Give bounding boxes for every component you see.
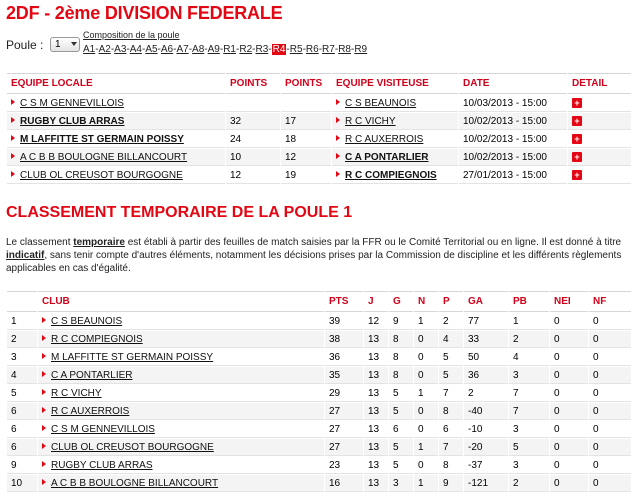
- cell-pb: 7: [509, 403, 549, 420]
- arrow-right-icon: [11, 99, 15, 105]
- header-rank: [7, 291, 37, 312]
- cell-p: 5: [439, 367, 463, 384]
- cell-j: 13: [364, 403, 388, 420]
- cell-club: [38, 385, 324, 402]
- poule-link-a8[interactable]: A8: [192, 44, 205, 55]
- poule-separator: -: [157, 44, 161, 55]
- match-date: 10/02/2013 - 15:00: [459, 113, 567, 130]
- cell-n: 0: [414, 403, 438, 420]
- points-home: 32: [226, 113, 280, 130]
- cell-p: 7: [439, 385, 463, 402]
- cell-nei: 0: [550, 475, 588, 492]
- cell-p: 7: [439, 439, 463, 456]
- arrow-right-icon: [336, 153, 340, 159]
- cell-g: 5: [389, 439, 413, 456]
- poule-link-a6[interactable]: A6: [160, 44, 174, 55]
- detail-plus-button[interactable]: +: [572, 116, 582, 126]
- arrow-right-icon: [11, 171, 15, 177]
- cell-n: 0: [414, 331, 438, 348]
- arrow-right-icon: [42, 317, 46, 323]
- detail-plus-button[interactable]: +: [572, 152, 582, 162]
- cell-p: 6: [439, 421, 463, 438]
- home-team-link[interactable]: CLUB OL CREUSOT BOURGOGNE: [20, 169, 183, 181]
- cell-rank: 6: [7, 421, 37, 438]
- match-row: [7, 149, 631, 166]
- cell-club: [38, 421, 324, 438]
- points-away: 17: [281, 113, 331, 130]
- poule-separator: -: [286, 44, 290, 55]
- cell-n: 1: [414, 439, 438, 456]
- cell-pts: 35: [325, 367, 363, 384]
- cell-j: 13: [364, 349, 388, 366]
- detail-cell: [568, 113, 631, 130]
- cell-club: [38, 331, 324, 348]
- cell-ga: 36: [464, 367, 508, 384]
- cell-nf: 0: [589, 457, 631, 474]
- away-team-link[interactable]: R C AUXERROIS: [345, 133, 424, 145]
- cell-g: 8: [389, 331, 413, 348]
- standings-header-row: [7, 291, 631, 312]
- cell-pb: 2: [509, 331, 549, 348]
- arrow-right-icon: [42, 389, 46, 395]
- cell-rank: 2: [7, 331, 37, 348]
- poule-link-a7[interactable]: A7: [176, 44, 189, 55]
- away-team-link[interactable]: C A PONTARLIER: [345, 151, 429, 163]
- cell-p: 8: [439, 457, 463, 474]
- standings-row: [7, 349, 631, 366]
- header-detail: DETAIL: [568, 73, 631, 94]
- poule-link-r5[interactable]: R5: [289, 44, 303, 55]
- arrow-right-icon: [336, 171, 340, 177]
- cell-p: 8: [439, 403, 463, 420]
- poule-separator: -: [219, 44, 224, 55]
- club-link[interactable]: R C VICHY: [51, 387, 102, 399]
- cell-nei: 0: [550, 313, 588, 330]
- cell-club: [38, 457, 324, 474]
- cell-nf: 0: [589, 439, 631, 456]
- cell-rank: 4: [7, 367, 37, 384]
- cell-ga: 2: [464, 385, 508, 402]
- club-link[interactable]: RUGBY CLUB ARRAS: [51, 459, 153, 471]
- cell-j: 13: [364, 457, 388, 474]
- match-date: 10/02/2013 - 15:00: [459, 131, 567, 148]
- cell-pb: 4: [509, 349, 549, 366]
- arrow-right-icon: [11, 117, 15, 123]
- detail-plus-button[interactable]: +: [572, 98, 582, 108]
- poule-links: [83, 44, 367, 55]
- home-team-cell: [7, 149, 225, 166]
- club-link[interactable]: R C COMPIEGNOIS: [51, 333, 143, 345]
- para-bold-temporaire: temporaire: [73, 237, 125, 248]
- cell-g: 5: [389, 385, 413, 402]
- cell-pts: 27: [325, 421, 363, 438]
- header-home: EQUIPE LOCALE: [7, 73, 225, 94]
- cell-nf: 0: [589, 385, 631, 402]
- header-date: DATE: [459, 73, 567, 94]
- detail-cell: [568, 149, 631, 166]
- arrow-right-icon: [42, 461, 46, 467]
- standings-row: [7, 367, 631, 384]
- poule-link-a3[interactable]: A3: [114, 44, 127, 55]
- matches-header-row: [7, 73, 631, 94]
- cell-ga: 77: [464, 313, 508, 330]
- standings-row: [7, 385, 631, 402]
- para-bold-indicatif: indicatif: [6, 250, 45, 261]
- cell-nei: 0: [550, 385, 588, 402]
- points-away: 19: [281, 167, 331, 184]
- cell-pb: 3: [509, 421, 549, 438]
- club-link[interactable]: C A PONTARLIER: [51, 369, 133, 381]
- cell-n: 0: [414, 367, 438, 384]
- home-team-link[interactable]: M LAFFITTE ST GERMAIN POISSY: [20, 133, 184, 145]
- cell-rank: 3: [7, 349, 37, 366]
- page-title: 2DF - 2ème DIVISION FEDERALE: [6, 3, 283, 23]
- para-text: est établi à partir des feuilles de match saisies par la FFR ou le Comité Territorial ou en ligne. Il est donné à titre: [124, 237, 622, 248]
- header-nei: NEI: [550, 291, 588, 312]
- cell-j: 13: [364, 439, 388, 456]
- away-team-cell: [332, 149, 458, 166]
- cell-pb: 7: [509, 385, 549, 402]
- cell-rank: 10: [7, 475, 37, 492]
- poule-separator: -: [334, 44, 339, 55]
- header-n: N: [414, 291, 438, 312]
- points-home: 12: [226, 167, 280, 184]
- cell-nf: 0: [589, 403, 631, 420]
- poule-separator: -: [204, 44, 208, 55]
- arrow-right-icon: [42, 425, 46, 431]
- club-link[interactable]: A C B B BOULOGNE BILLANCOURT: [51, 477, 219, 489]
- match-row: [7, 167, 631, 184]
- club-link[interactable]: M LAFFITTE ST GERMAIN POISSY: [51, 351, 214, 363]
- header-g: G: [389, 291, 413, 312]
- cell-pts: 39: [325, 313, 363, 330]
- club-link[interactable]: CLUB OL CREUSOT BOURGOGNE: [51, 441, 214, 453]
- cell-pts: 27: [325, 403, 363, 420]
- cell-j: 13: [364, 421, 388, 438]
- points-away: 12: [281, 149, 331, 166]
- cell-n: 1: [414, 475, 438, 492]
- arrow-right-icon: [11, 153, 15, 159]
- away-team-cell: [332, 95, 458, 112]
- poule-separator: -: [110, 44, 115, 55]
- cell-nei: 0: [550, 367, 588, 384]
- standings-row: [7, 439, 631, 456]
- arrow-right-icon: [336, 135, 340, 141]
- poule-link-a5[interactable]: A5: [145, 44, 158, 55]
- cell-pb: 5: [509, 439, 549, 456]
- poule-link-a4[interactable]: A4: [129, 44, 142, 55]
- header-points-home: POINTS: [226, 73, 280, 94]
- away-team-cell: [332, 131, 458, 148]
- cell-nei: 0: [550, 403, 588, 420]
- arrow-right-icon: [42, 443, 46, 449]
- classement-title: CLASSEMENT TEMPORAIRE DE LA POULE 1: [6, 204, 353, 221]
- poule-separator: -: [188, 44, 193, 55]
- cell-n: 1: [414, 385, 438, 402]
- cell-club: [38, 349, 324, 366]
- match-row: [7, 113, 631, 130]
- poule-separator: -: [173, 44, 177, 55]
- match-date: 27/01/2013 - 15:00: [459, 167, 567, 184]
- away-team-link[interactable]: R C COMPIEGNOIS: [345, 169, 437, 181]
- cell-rank: 5: [7, 385, 37, 402]
- arrow-right-icon: [336, 99, 340, 105]
- cell-ga: 50: [464, 349, 508, 366]
- cell-pb: 3: [509, 367, 549, 384]
- poule-selector-bar: [6, 29, 636, 59]
- cell-g: 8: [389, 367, 413, 384]
- header-club: CLUB: [38, 291, 324, 312]
- poule-link-a9[interactable]: A9: [207, 44, 220, 55]
- poule-separator: -: [302, 44, 306, 55]
- home-team-link[interactable]: RUGBY CLUB ARRAS: [20, 115, 125, 127]
- cell-g: 9: [389, 313, 413, 330]
- arrow-right-icon: [11, 135, 15, 141]
- cell-g: 3: [389, 475, 413, 492]
- detail-cell: [568, 167, 631, 184]
- standings-row: [7, 313, 631, 330]
- cell-nei: 0: [550, 421, 588, 438]
- cell-g: 8: [389, 349, 413, 366]
- cell-j: 12: [364, 313, 388, 330]
- detail-cell: [568, 131, 631, 148]
- poule-select-value: 1: [55, 39, 61, 50]
- poule-separator: -: [236, 44, 240, 55]
- standings-row: [7, 403, 631, 420]
- cell-nei: 0: [550, 457, 588, 474]
- cell-nf: 0: [589, 313, 631, 330]
- chevron-down-icon: [71, 42, 77, 46]
- cell-pts: 16: [325, 475, 363, 492]
- home-team-link[interactable]: A C B B BOULOGNE BILLANCOURT: [20, 151, 188, 163]
- poule-link-a2[interactable]: A2: [98, 44, 111, 55]
- composition-link[interactable]: Composition de la poule: [83, 30, 180, 40]
- cell-nf: 0: [589, 349, 631, 366]
- cell-pts: 23: [325, 457, 363, 474]
- cell-j: 13: [364, 367, 388, 384]
- cell-g: 6: [389, 421, 413, 438]
- cell-n: 0: [414, 349, 438, 366]
- cell-n: 0: [414, 457, 438, 474]
- points-home: 24: [226, 131, 280, 148]
- poule-link-r4[interactable]: R4: [272, 44, 286, 55]
- poule-separator: -: [318, 44, 323, 55]
- points-away: [281, 95, 331, 112]
- cell-j: 13: [364, 331, 388, 348]
- arrow-right-icon: [42, 335, 46, 341]
- home-team-cell: [7, 131, 225, 148]
- detail-plus-button[interactable]: +: [572, 134, 582, 144]
- poule-link-r7[interactable]: R7: [322, 44, 335, 55]
- away-team-link[interactable]: C S BEAUNOIS: [345, 97, 417, 109]
- cell-pts: 27: [325, 439, 363, 456]
- home-team-cell: [7, 113, 225, 130]
- cell-ga: -20: [464, 439, 508, 456]
- header-pb: PB: [509, 291, 549, 312]
- poule-link-r6[interactable]: R6: [305, 44, 319, 55]
- cell-pts: 29: [325, 385, 363, 402]
- standings-row: [7, 457, 631, 474]
- cell-nf: 0: [589, 367, 631, 384]
- poule-separator: -: [252, 44, 256, 55]
- poule-link-r9[interactable]: R9: [354, 44, 368, 55]
- home-team-link[interactable]: C S M GENNEVILLOIS: [20, 97, 124, 109]
- club-link[interactable]: C S M GENNEVILLOIS: [51, 423, 155, 435]
- cell-pts: 38: [325, 331, 363, 348]
- poule-link-r3[interactable]: R3: [255, 44, 269, 55]
- poule-separator: -: [268, 44, 272, 55]
- match-date: 10/03/2013 - 15:00: [459, 95, 567, 112]
- cell-club: [38, 367, 324, 384]
- points-home: [226, 95, 280, 112]
- cell-j: 13: [364, 475, 388, 492]
- para-text: Le classement: [6, 237, 74, 248]
- cell-pb: 2: [509, 475, 549, 492]
- away-team-cell: [332, 113, 458, 130]
- match-date: 10/02/2013 - 15:00: [459, 149, 567, 166]
- poule-label: Poule :: [6, 38, 44, 52]
- arrow-right-icon: [336, 117, 340, 123]
- poule-separator: -: [141, 44, 146, 55]
- detail-plus-button[interactable]: +: [572, 170, 582, 180]
- poule-separator: -: [126, 44, 130, 55]
- home-team-cell: [7, 167, 225, 184]
- cell-club: [38, 439, 324, 456]
- standings-table: [6, 290, 632, 493]
- header-away: EQUIPE VISITEUSE: [332, 73, 458, 94]
- arrow-right-icon: [42, 371, 46, 377]
- cell-n: 0: [414, 421, 438, 438]
- cell-club: [38, 475, 324, 492]
- cell-pts: 36: [325, 349, 363, 366]
- header-p: P: [439, 291, 463, 312]
- poule-select[interactable]: [50, 37, 80, 52]
- match-row: [7, 95, 631, 112]
- poule-link-r2[interactable]: R2: [239, 44, 253, 55]
- cell-ga: 33: [464, 331, 508, 348]
- header-j: J: [364, 291, 388, 312]
- club-link[interactable]: C S BEAUNOIS: [51, 315, 123, 327]
- poule-link-r8[interactable]: R8: [338, 44, 351, 55]
- header-ga: GA: [464, 291, 508, 312]
- header-pts: PTS: [325, 291, 363, 312]
- away-team-cell: [332, 167, 458, 184]
- cell-pb: 3: [509, 457, 549, 474]
- arrow-right-icon: [42, 353, 46, 359]
- match-row: [7, 131, 631, 148]
- para-text: , sans tenir compte d'autres éléments, notamment les décisions prises par la Commission de discipline et les différents règlements applicables en cas d'égalité.: [6, 250, 622, 274]
- cell-pb: 1: [509, 313, 549, 330]
- standings-row: [7, 331, 631, 348]
- away-team-link[interactable]: R C VICHY: [345, 115, 396, 127]
- points-home: 10: [226, 149, 280, 166]
- poule-separator: -: [350, 44, 355, 55]
- cell-ga: -121: [464, 475, 508, 492]
- poule-link-a1[interactable]: A1: [83, 44, 96, 55]
- cell-club: [38, 313, 324, 330]
- cell-nf: 0: [589, 421, 631, 438]
- poule-link-r1[interactable]: R1: [223, 44, 236, 55]
- cell-nei: 0: [550, 349, 588, 366]
- header-points-away: POINTS: [281, 73, 331, 94]
- classement-description: [6, 236, 632, 275]
- cell-p: 5: [439, 349, 463, 366]
- cell-nei: 0: [550, 331, 588, 348]
- cell-ga: -40: [464, 403, 508, 420]
- cell-nf: 0: [589, 475, 631, 492]
- arrow-right-icon: [42, 407, 46, 413]
- cell-ga: -37: [464, 457, 508, 474]
- cell-g: 5: [389, 457, 413, 474]
- cell-n: 1: [414, 313, 438, 330]
- cell-p: 9: [439, 475, 463, 492]
- cell-j: 13: [364, 385, 388, 402]
- cell-g: 5: [389, 403, 413, 420]
- standings-row: [7, 421, 631, 438]
- cell-rank: 6: [7, 403, 37, 420]
- cell-rank: 1: [7, 313, 37, 330]
- cell-club: [38, 403, 324, 420]
- poule-separator: -: [95, 44, 99, 55]
- cell-rank: 9: [7, 457, 37, 474]
- arrow-right-icon: [42, 479, 46, 485]
- points-away: 18: [281, 131, 331, 148]
- matches-table: [6, 72, 632, 185]
- cell-nf: 0: [589, 331, 631, 348]
- cell-nei: 0: [550, 439, 588, 456]
- standings-row: [7, 475, 631, 492]
- club-link[interactable]: R C AUXERROIS: [51, 405, 130, 417]
- detail-cell: [568, 95, 631, 112]
- cell-rank: 6: [7, 439, 37, 456]
- cell-ga: -10: [464, 421, 508, 438]
- cell-p: 4: [439, 331, 463, 348]
- cell-p: 2: [439, 313, 463, 330]
- header-nf: NF: [589, 291, 631, 312]
- home-team-cell: [7, 95, 225, 112]
